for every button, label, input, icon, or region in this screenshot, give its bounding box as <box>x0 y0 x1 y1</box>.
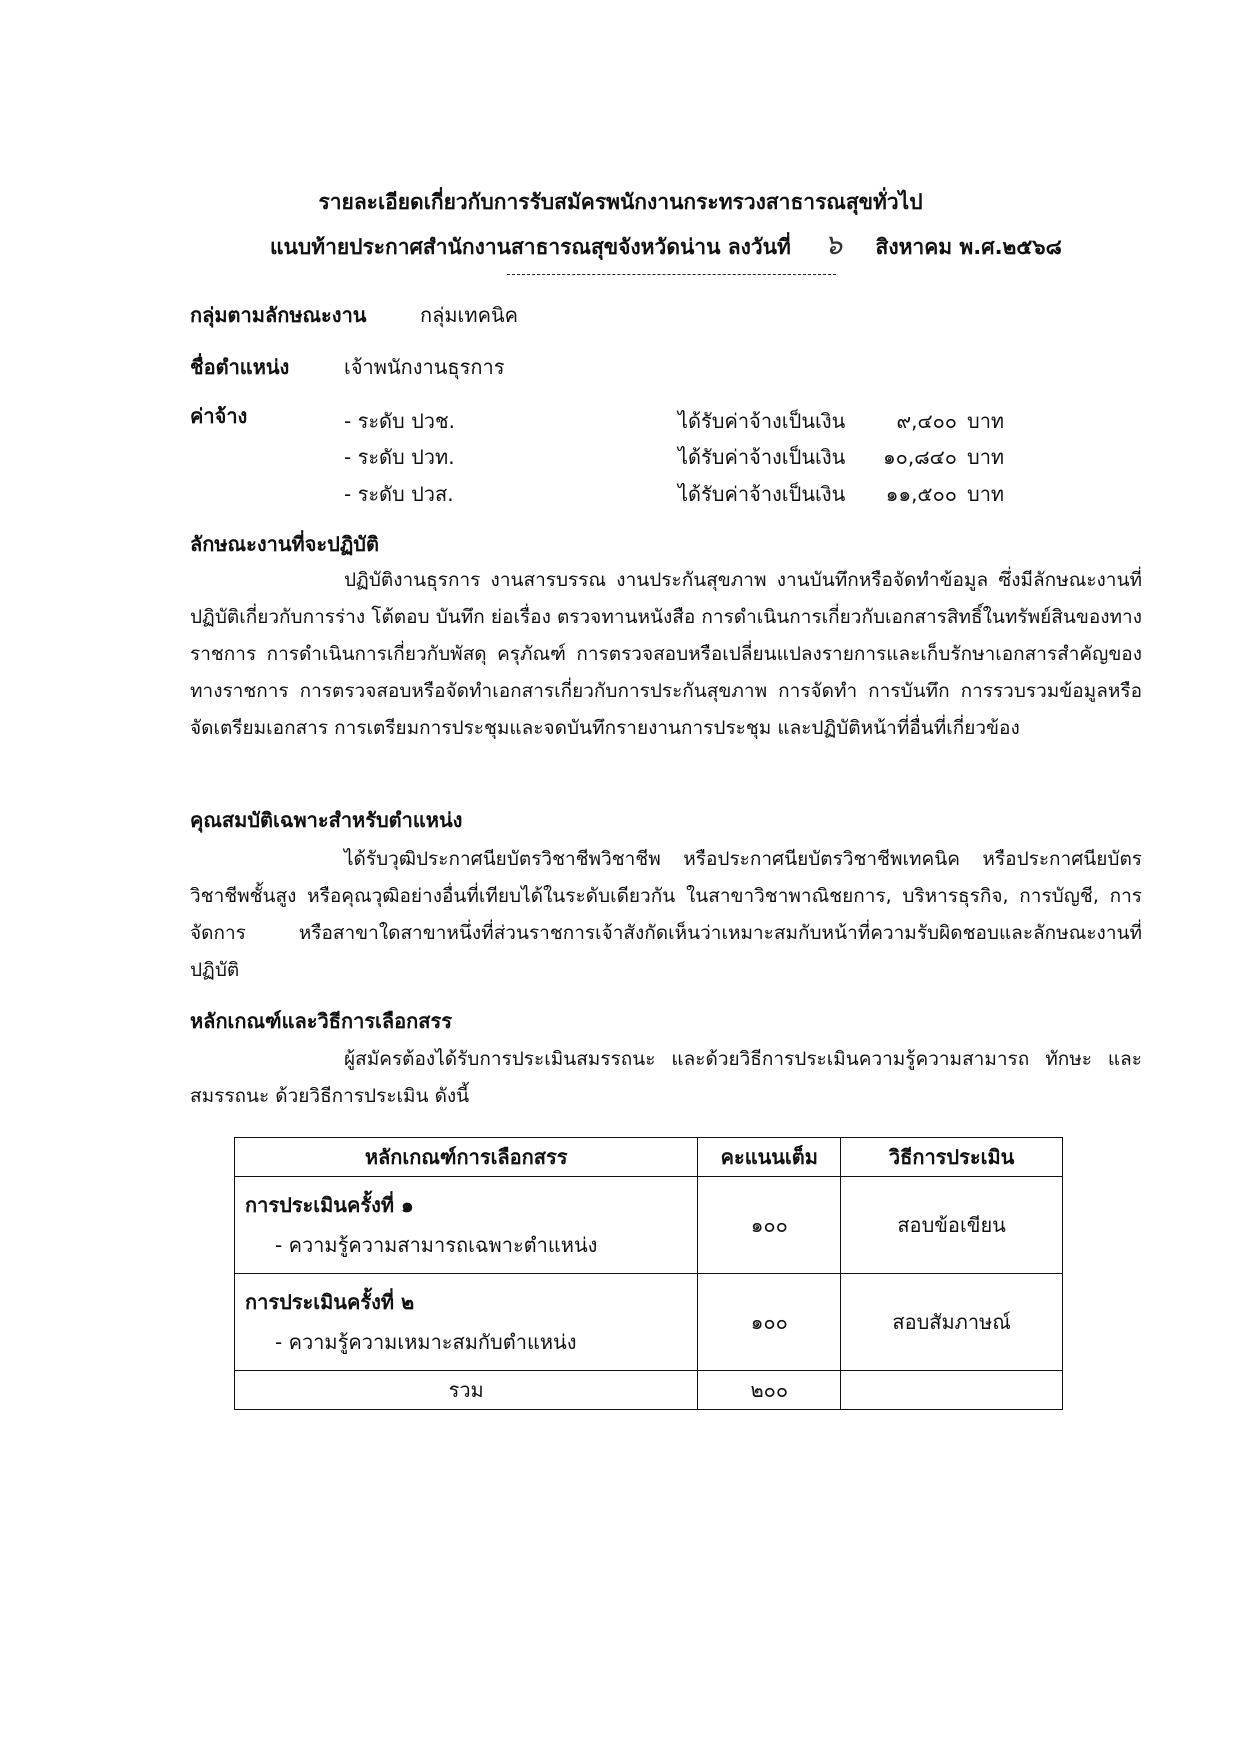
qualifications-heading: คุณสมบัติเฉพาะสำหรับตำแหน่ง <box>190 808 463 832</box>
position-label: ชื่อตำแหน่ง <box>190 355 290 379</box>
wage-unit: บาท <box>967 445 1005 469</box>
criteria-cell <box>235 1177 698 1274</box>
round-label: การประเมินครั้งที่ ๑ <box>245 1193 414 1217</box>
document-title: รายละเอียดเกี่ยวกับการรับสมัครพนักงานกระทรวงสาธารณสุขทั่วไป <box>318 190 923 214</box>
table-row <box>235 1274 1063 1371</box>
wage-level: - ระดับ ปวส. <box>344 482 454 506</box>
duties-paragraph <box>190 562 1142 747</box>
selection-paragraph <box>190 1041 1142 1115</box>
subtitle-prefix: แนบท้ายประกาศสำนักงานสาธารณสุขจังหวัดน่าน ลงวันที่ <box>270 235 791 259</box>
wage-level: - ระดับ ปวช. <box>344 409 455 433</box>
table-header-row <box>235 1138 1063 1177</box>
table-row <box>235 1177 1063 1274</box>
wage-amount: ๙,๔๐๐ <box>896 409 957 433</box>
wage-unit: บาท <box>967 409 1005 433</box>
document-subtitle <box>270 223 1062 267</box>
title-divider <box>507 274 836 275</box>
wage-amount: ๑๐,๘๔๐ <box>882 445 957 469</box>
qualifications-text: ได้รับวุฒิประกาศนียบัตรวิชาชีพวิชาชีพ หรือประกาศนียบัตรวิชาชีพเทคนิค หรือประกาศนียบัตรวิชาชีพชั้นสูง หรือคุณวุฒิอย่างอื่นที่เทียบได้ในระดับเดียวกัน ในสาขาวิชาพาณิชยการ, บริหารธุรกิจ, การบัญชี, การจัดการ หรือสาขาใดสาขาหนึ่งที่ส่วนราชการเจ้าสังกัดเห็นว่าเหมาะสมกับหน้าที่ความรับผิดชอบและลักษณะงานที่ปฏิบัติ <box>190 848 1142 981</box>
subtitle-suffix: สิงหาคม พ.ศ.๒๕๖๘ <box>875 235 1062 259</box>
position-value: เจ้าพนักงานธุรการ <box>344 355 505 379</box>
duties-text: ปฏิบัติงานธุรการ งานสารบรรณ งานประกันสุขภาพ งานบันทึกหรือจัดทำข้อมูล ซึ่งมีลักษณะงานที่ปฏิบัติเกี่ยวกับการร่าง โต้ตอบ บันทึก ย่อเรื่อง ตรวจทานหนังสือ การดำเนินการเกี่ยวกับเอกสารสิทธิ์ในทรัพย์สินของทางราชการ การดำเนินการเกี่ยวกับพัสดุ ครุภัณฑ์ การตรวจสอบหรือเปลี่ยนแปลงรายการและเก็บรักษาเอกสารสำคัญของทางราชการ การตรวจสอบหรือจัดทำเอกสารเกี่ยวกับการประกันสุขภาพ การจัดทำ การบันทึก การรวบรวมข้อมูลหรือจัดเตรียมเอกสาร การเตรียมการประชุมและจดบันทึกรายงานการประชุม และปฏิบัติหน้าที่อื่นที่เกี่ยวข้อง <box>190 569 1142 739</box>
method-cell: สอบข้อเขียน <box>841 1177 1063 1274</box>
header-criteria: หลักเกณฑ์การเลือกสรร <box>235 1138 698 1177</box>
header-score: คะแนนเต็ม <box>698 1138 841 1177</box>
handwritten-date: ๖ <box>824 228 843 261</box>
wage-text: ได้รับค่าจ้างเป็นเงิน <box>678 409 846 433</box>
selection-text: ผู้สมัครต้องได้รับการประเมินสมรรถนะ และด้วยวิธีการประเมินความรู้ความสามารถ ทักษะ และสมรรถนะ ด้วยวิธีการประเมิน ดังนี้ <box>190 1048 1142 1107</box>
group-label: กลุ่มตามลักษณะงาน <box>190 303 367 327</box>
total-score: ๒๐๐ <box>698 1371 841 1410</box>
duties-heading: ลักษณะงานที่จะปฏิบัติ <box>190 532 379 556</box>
selection-heading: หลักเกณฑ์และวิธีการเลือกสรร <box>190 1009 452 1033</box>
round-item: - ความรู้ความเหมาะสมกับตำแหน่ง <box>275 1330 577 1354</box>
score-cell: ๑๐๐ <box>698 1274 841 1371</box>
wage-unit: บาท <box>967 482 1005 506</box>
qualifications-paragraph <box>190 841 1142 989</box>
total-label: รวม <box>235 1371 698 1410</box>
method-cell: สอบสัมภาษณ์ <box>841 1274 1063 1371</box>
total-empty-cell <box>841 1371 1063 1410</box>
wage-level: - ระดับ ปวท. <box>344 445 455 469</box>
header-method: วิธีการประเมิน <box>841 1138 1063 1177</box>
criteria-cell <box>235 1274 698 1371</box>
wage-amount: ๑๑,๕๐๐ <box>885 482 957 506</box>
wage-text: ได้รับค่าจ้างเป็นเงิน <box>678 445 846 469</box>
round-item: - ความรู้ความสามารถเฉพาะตำแหน่ง <box>275 1233 598 1257</box>
group-value: กลุ่มเทคนิค <box>420 303 518 327</box>
criteria-table <box>234 1137 1063 1410</box>
round-label: การประเมินครั้งที่ ๒ <box>245 1290 415 1314</box>
score-cell: ๑๐๐ <box>698 1177 841 1274</box>
wage-text: ได้รับค่าจ้างเป็นเงิน <box>678 482 846 506</box>
table-total-row <box>235 1371 1063 1410</box>
wage-label: ค่าจ้าง <box>190 404 248 428</box>
